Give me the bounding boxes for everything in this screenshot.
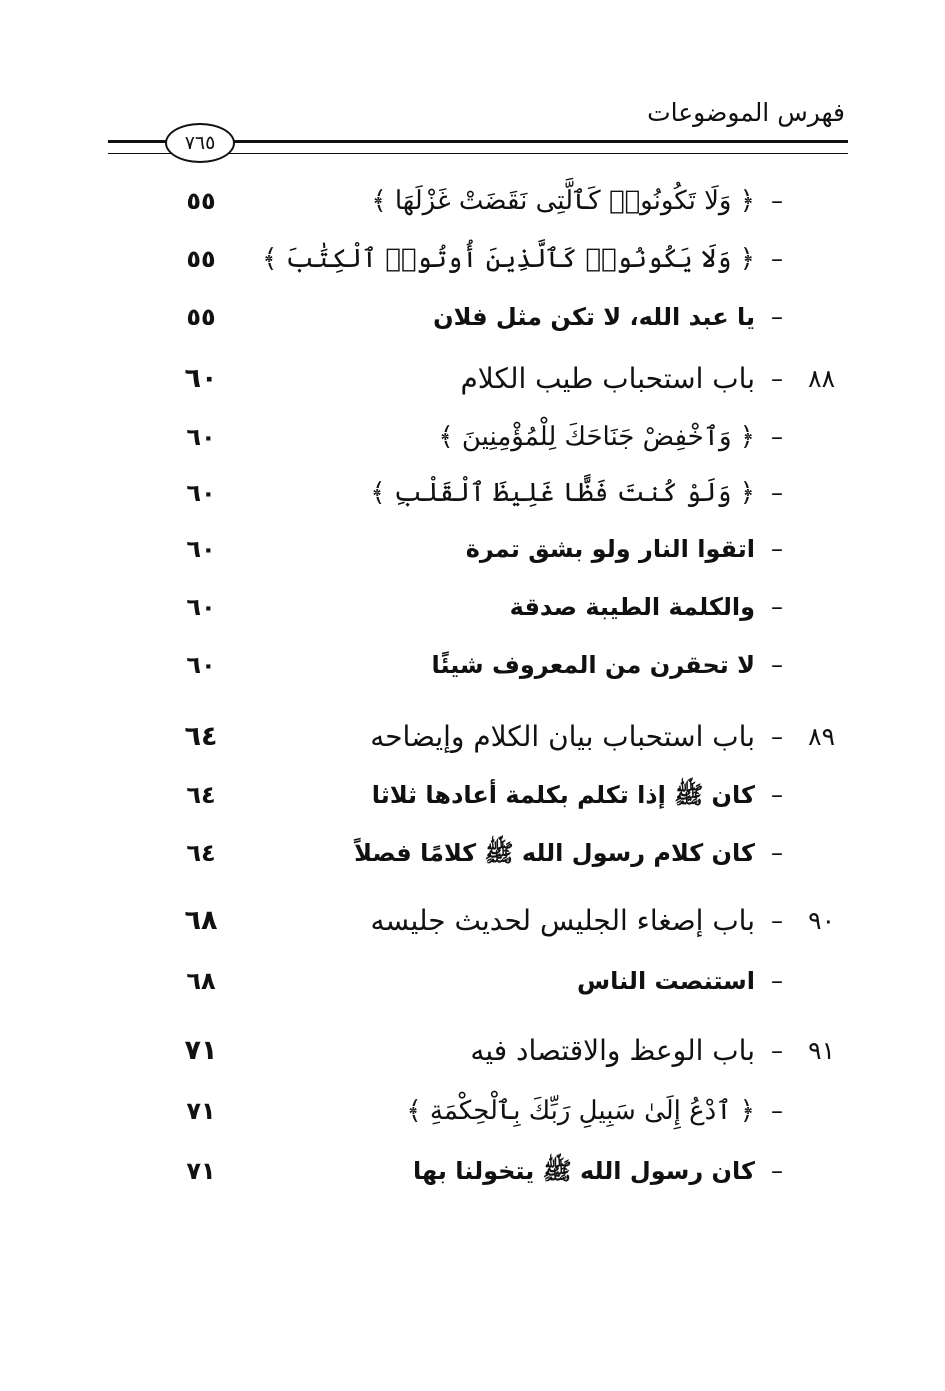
entry-page: ٧١ <box>186 1097 216 1125</box>
index-entry <box>0 524 945 574</box>
index-entry <box>0 468 945 518</box>
entry-page: ٦٠ <box>186 651 216 679</box>
entry-dash: – <box>771 781 783 809</box>
entry-title: لا تحقرن من المعروف شيئًا <box>431 651 755 679</box>
entry-dash: – <box>771 723 783 751</box>
chapter-entry <box>0 1026 945 1076</box>
entry-dash: – <box>771 651 783 679</box>
entry-title: ﴿ ٱدْعُ إِلَىٰ سَبِيلِ رَبِّكَ بِٱلْحِكْمَةِ ﴾ <box>406 1096 755 1126</box>
entry-page: ٧١ <box>186 1157 216 1185</box>
index-entry <box>0 956 945 1006</box>
entry-title: ﴿ وَلَوْ كُنتَ فَظًّا غَلِيظَ ٱلْقَلْبِ ﴾ <box>370 478 755 508</box>
entry-page: ٦٨ <box>184 905 218 936</box>
chapter-title: باب استحباب طيب الكلام <box>460 362 755 395</box>
entry-dash: – <box>771 907 783 935</box>
chapter-number: ٨٨ <box>808 364 835 393</box>
chapter-entry <box>0 354 945 404</box>
index-entry <box>0 292 945 342</box>
entry-dash: – <box>771 839 783 867</box>
entry-title: استنصت الناس <box>577 967 755 995</box>
index-entry <box>0 770 945 820</box>
entry-title: ﴿ وَٱخْفِضْ جَنَاحَكَ لِلْمُؤْمِنِينَ ﴾ <box>438 422 755 452</box>
chapter-number: ٨٩ <box>808 722 835 751</box>
entry-page: ٦٠ <box>184 363 218 394</box>
entry-dash: – <box>771 365 783 393</box>
entry-page: ٦٠ <box>186 479 216 507</box>
entry-dash: – <box>771 593 783 621</box>
chapter-entry <box>0 712 945 762</box>
entry-page: ٦٨ <box>186 967 216 995</box>
entry-page: ٦٤ <box>184 721 218 752</box>
chapter-entry <box>0 896 945 946</box>
entry-title: والكلمة الطيبة صدقة <box>509 593 755 621</box>
index-entry <box>0 1086 945 1136</box>
index-entry <box>0 176 945 226</box>
entry-dash: – <box>771 245 783 273</box>
index-entry <box>0 640 945 690</box>
entry-page: ٧١ <box>184 1035 218 1066</box>
entry-title: ﴿ وَلَا يَكُونُوا۟ كَٱلَّذِينَ أُوتُوا۟ ٱلْكِتَٰبَ ﴾ <box>262 244 755 274</box>
index-entry <box>0 828 945 878</box>
entry-page: ٥٥ <box>186 303 216 331</box>
entry-page: ٦٤ <box>186 839 216 867</box>
entry-title: يا عبد الله، لا تكن مثل فلان <box>433 303 755 331</box>
chapter-title: باب استحباب بيان الكلام وإيضاحه <box>370 720 755 753</box>
entry-dash: – <box>771 1037 783 1065</box>
entry-dash: – <box>771 1097 783 1125</box>
running-header-title: فهرس الموضوعات <box>647 98 845 127</box>
page-number-badge: ٧٦٥ <box>165 123 235 163</box>
entry-page: ٥٥ <box>186 187 216 215</box>
entry-title: ﴿ وَلَا تَكُونُوا۟ كَٱلَّتِى نَقَضَتْ غَزْلَهَا ﴾ <box>371 186 755 216</box>
chapter-number: ٩١ <box>808 1036 835 1065</box>
chapter-title: باب الوعظ والاقتصاد فيه <box>470 1034 755 1067</box>
chapter-number: ٩٠ <box>808 906 835 935</box>
index-entry <box>0 582 945 632</box>
entry-dash: – <box>771 535 783 563</box>
entry-dash: – <box>771 303 783 331</box>
entry-page: ٦٠ <box>186 423 216 451</box>
index-entry <box>0 412 945 462</box>
entry-page: ٥٥ <box>186 245 216 273</box>
index-entry <box>0 234 945 284</box>
entry-dash: – <box>771 479 783 507</box>
entry-title: اتقوا النار ولو بشق تمرة <box>465 535 755 563</box>
entry-title: كان كلام رسول الله ﷺ كلامًا فصلاً <box>354 839 755 867</box>
entry-dash: – <box>771 187 783 215</box>
entry-dash: – <box>771 967 783 995</box>
entry-page: ٦٠ <box>186 593 216 621</box>
entry-title: كان ﷺ إذا تكلم بكلمة أعادها ثلاثا <box>371 781 755 809</box>
entry-dash: – <box>771 1157 783 1185</box>
entry-dash: – <box>771 423 783 451</box>
chapter-title: باب إصغاء الجليس لحديث جليسه <box>370 904 755 937</box>
entry-title: كان رسول الله ﷺ يتخولنا بها <box>413 1157 755 1185</box>
entry-page: ٦٤ <box>186 781 216 809</box>
entry-page: ٦٠ <box>186 535 216 563</box>
index-entry <box>0 1146 945 1196</box>
